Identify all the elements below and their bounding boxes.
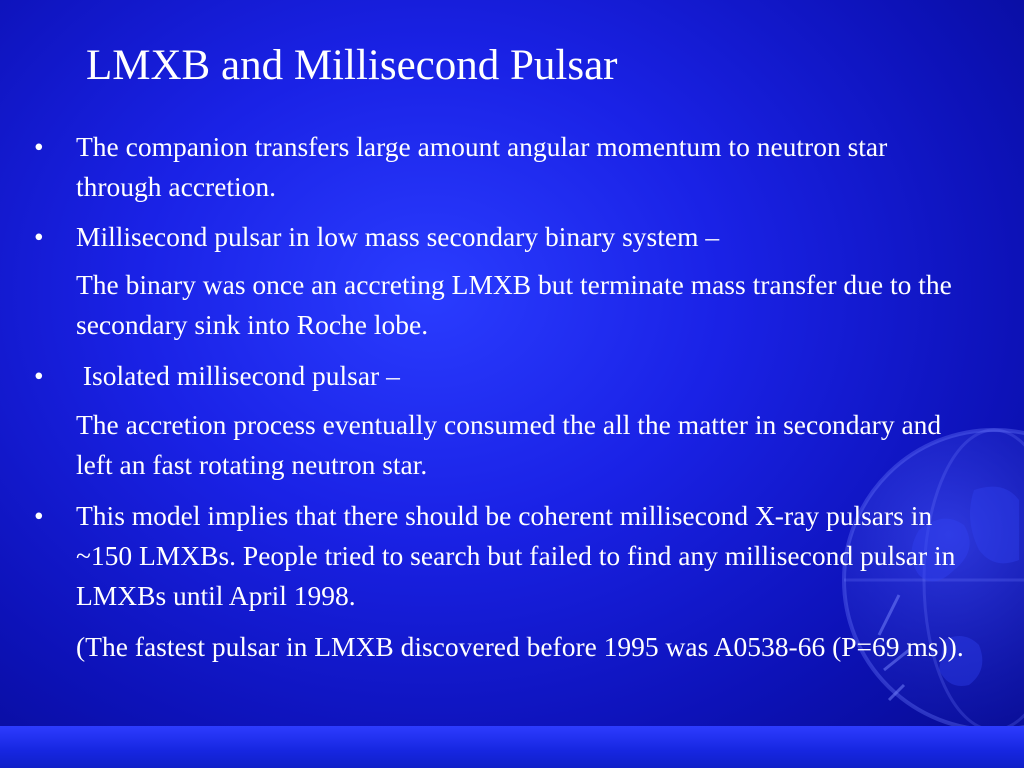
bullet-marker: • [34, 360, 44, 391]
para-fastest-pulsar-note: (The fastest pulsar in LMXB discovered before 1995 was A0538-66 (P=69 ms)). [76, 631, 964, 662]
para-isolated-explanation: The accretion process eventually consumed the all the matter in secondary and left an fast rotating neutron star. [76, 409, 942, 480]
bullet-binary-pulsar: Millisecond pulsar in low mass secondary binary system – [76, 221, 720, 252]
bullet-model-implication: This model implies that there should be coherent millisecond X-ray pulsars in ~150 LMXBs. People tried to search but failed to find any millisecond pulsar in LMXBs until April 1998. [76, 500, 956, 611]
bullet-marker: • [34, 131, 44, 162]
bullet-marker: • [34, 221, 44, 252]
bullet-isolated-pulsar: Isolated millisecond pulsar – [76, 360, 400, 391]
bullet-companion-transfer: The companion transfers large amount angular momentum to neutron star through accretion. [76, 131, 888, 202]
slide-title: LMXB and Millisecond Pulsar [86, 42, 618, 89]
bullet-marker: • [34, 500, 44, 531]
bottom-bar [0, 726, 1024, 768]
para-binary-explanation: The binary was once an accreting LMXB but terminate mass transfer due to the secondary sink into Roche lobe. [76, 269, 952, 340]
